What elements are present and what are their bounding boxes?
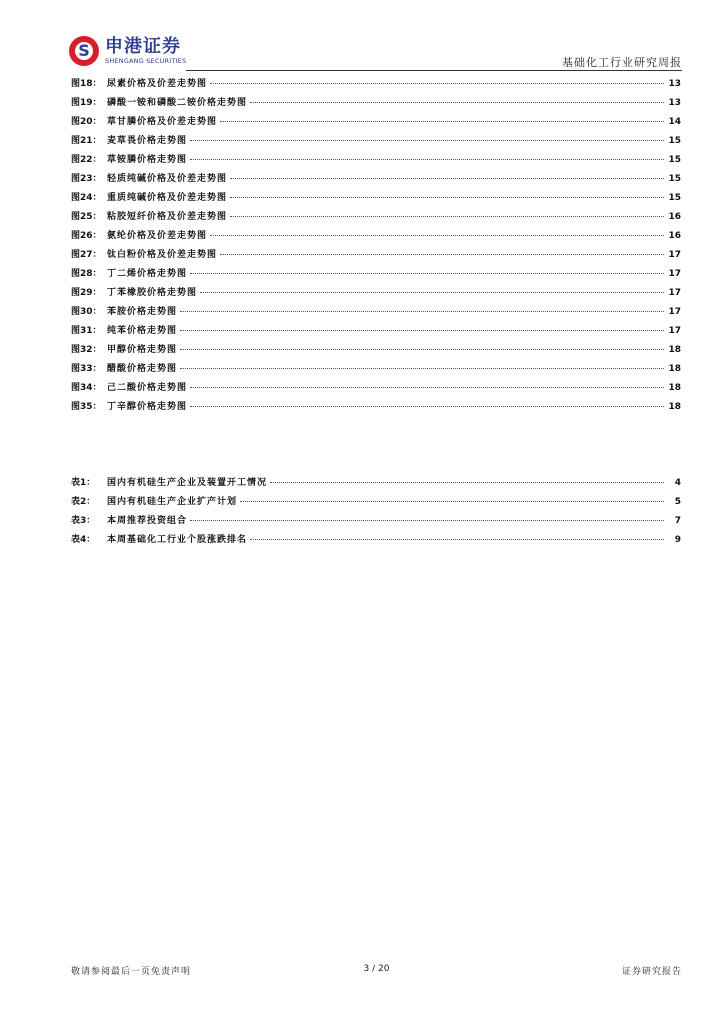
entry-title: 草甘膦价格及价差走势图: [107, 117, 218, 127]
entry-title: 苯胺价格走势图: [107, 307, 178, 317]
dot-leader: [210, 83, 664, 84]
entry-title: 甲醇价格走势图: [107, 345, 178, 355]
page-header: [0, 0, 724, 72]
entry-title: 纯苯价格走势图: [107, 326, 178, 336]
entry-page-number: 7: [674, 516, 681, 526]
entry-label: 图20：: [71, 117, 102, 127]
entry-page-number: 17: [668, 326, 681, 336]
entry-title: 粘胶短纤价格及价差走势图: [107, 212, 228, 222]
entry-label: 表3：: [71, 516, 96, 526]
entry-label: 表4：: [71, 535, 96, 545]
entry-label: 图32：: [71, 345, 102, 355]
entry-label: 表1：: [71, 478, 96, 488]
dot-leader: [180, 368, 664, 369]
entry-page-number: 15: [668, 174, 681, 184]
entry-page-number: 13: [668, 98, 681, 108]
dot-leader: [180, 349, 664, 350]
entry-page-number: 18: [668, 345, 681, 355]
logo-name-en: SHENGANG SECURITIES: [105, 57, 187, 65]
header-divider: [186, 70, 682, 71]
footer-disclaimer: 敬请参阅最后一页免责声明: [71, 967, 192, 977]
logo-name-cn: 申港证券: [105, 36, 181, 57]
toc-entry[interactable]: [71, 171, 681, 190]
dot-leader: [230, 216, 664, 217]
toc-entry[interactable]: [71, 114, 681, 133]
dot-leader: [240, 501, 664, 502]
entry-label: 图28：: [71, 269, 102, 279]
entry-title: 轻质纯碱价格及价差走势图: [107, 174, 228, 184]
toc-entry[interactable]: [71, 399, 681, 418]
dot-leader: [190, 406, 664, 407]
toc-entry[interactable]: [71, 285, 681, 304]
entry-title: 麦草畏价格走势图: [107, 136, 188, 146]
entry-label: 图35：: [71, 402, 102, 412]
toc-entry[interactable]: [71, 190, 681, 209]
dot-leader: [250, 539, 664, 540]
entry-page-number: 15: [668, 155, 681, 165]
toc-entry[interactable]: [71, 152, 681, 171]
entry-label: 图26：: [71, 231, 102, 241]
entry-title: 丁二烯价格走势图: [107, 269, 188, 279]
dot-leader: [180, 330, 664, 331]
entry-title: 丁苯橡胶价格走势图: [107, 288, 198, 298]
toc-entry[interactable]: [71, 304, 681, 323]
toc-entry[interactable]: [71, 247, 681, 266]
entry-label: 图33：: [71, 364, 102, 374]
dot-leader: [190, 140, 664, 141]
entry-title: 国内有机硅生产企业扩产计划: [107, 497, 238, 507]
entry-label: 图25：: [71, 212, 102, 222]
dot-leader: [190, 159, 664, 160]
document-type: 证券研究报告: [621, 967, 682, 977]
entry-title: 国内有机硅生产企业及装置开工情况: [107, 478, 268, 488]
entry-label: 图27：: [71, 250, 102, 260]
company-logo: [69, 36, 186, 66]
dot-leader: [190, 387, 664, 388]
entry-title: 醋酸价格走势图: [107, 364, 178, 374]
entry-title: 本周基础化工行业个股涨跌排名: [107, 535, 248, 545]
toc-entry[interactable]: [71, 380, 681, 399]
entry-page-number: 16: [668, 231, 681, 241]
entry-label: 图29：: [71, 288, 102, 298]
page-footer: [71, 964, 682, 980]
entry-label: 图24：: [71, 193, 102, 203]
entry-label: 图31：: [71, 326, 102, 336]
entry-title: 尿素价格及价差走势图: [107, 79, 208, 89]
entry-page-number: 17: [668, 307, 681, 317]
entry-page-number: 17: [668, 269, 681, 279]
dot-leader: [230, 197, 664, 198]
toc-entry[interactable]: [71, 494, 681, 513]
toc-entry[interactable]: [71, 323, 681, 342]
entry-page-number: 15: [668, 136, 681, 146]
entry-title: 本周推荐投资组合: [107, 516, 188, 526]
toc-entry[interactable]: [71, 513, 681, 532]
dot-leader: [230, 178, 664, 179]
entry-page-number: 16: [668, 212, 681, 222]
entry-title: 丁辛醇价格走势图: [107, 402, 188, 412]
entry-title: 磷酸一铵和磷酸二铵价格走势图: [107, 98, 248, 108]
report-title: 基础化工行业研究周报: [562, 56, 682, 69]
toc-entry[interactable]: [71, 532, 681, 551]
entry-title: 草铵膦价格走势图: [107, 155, 188, 165]
entry-title: 氨纶价格及价差走势图: [107, 231, 208, 241]
entry-label: 表2：: [71, 497, 96, 507]
entry-label: 图22：: [71, 155, 102, 165]
entry-title: 己二酸价格走势图: [107, 383, 188, 393]
page-number: 3 / 20: [363, 964, 390, 974]
entry-label: 图30：: [71, 307, 102, 317]
entry-title: 钛白粉价格及价差走势图: [107, 250, 218, 260]
entry-page-number: 14: [668, 117, 681, 127]
logo-emblem-icon: S: [69, 36, 99, 66]
dot-leader: [180, 311, 664, 312]
dot-leader: [220, 254, 664, 255]
dot-leader: [270, 482, 664, 483]
table-index: [71, 475, 681, 551]
toc-entry[interactable]: [71, 475, 681, 494]
entry-page-number: 18: [668, 364, 681, 374]
entry-page-number: 18: [668, 402, 681, 412]
dot-leader: [190, 273, 664, 274]
toc-entry[interactable]: [71, 209, 681, 228]
toc-entry[interactable]: [71, 361, 681, 380]
dot-leader: [210, 235, 664, 236]
entry-label: 图18：: [71, 79, 102, 89]
entry-page-number: 4: [674, 478, 681, 488]
entry-label: 图23：: [71, 174, 102, 184]
entry-page-number: 13: [668, 79, 681, 89]
entry-page-number: 18: [668, 383, 681, 393]
toc-entry[interactable]: [71, 266, 681, 285]
entry-page-number: 17: [668, 288, 681, 298]
toc-entry[interactable]: [71, 95, 681, 114]
dot-leader: [220, 121, 664, 122]
entry-page-number: 17: [668, 250, 681, 260]
figure-index: [71, 76, 681, 418]
entry-page-number: 15: [668, 193, 681, 203]
entry-page-number: 5: [674, 497, 681, 507]
toc-entry[interactable]: [71, 133, 681, 152]
entry-page-number: 9: [674, 535, 681, 545]
dot-leader: [250, 102, 664, 103]
dot-leader: [200, 292, 664, 293]
entry-label: 图19：: [71, 98, 102, 108]
entry-label: 图34：: [71, 383, 102, 393]
toc-entry[interactable]: [71, 76, 681, 95]
dot-leader: [190, 520, 664, 521]
toc-entry[interactable]: [71, 342, 681, 361]
entry-label: 图21：: [71, 136, 102, 146]
toc-entry[interactable]: [71, 228, 681, 247]
entry-title: 重质纯碱价格及价差走势图: [107, 193, 228, 203]
